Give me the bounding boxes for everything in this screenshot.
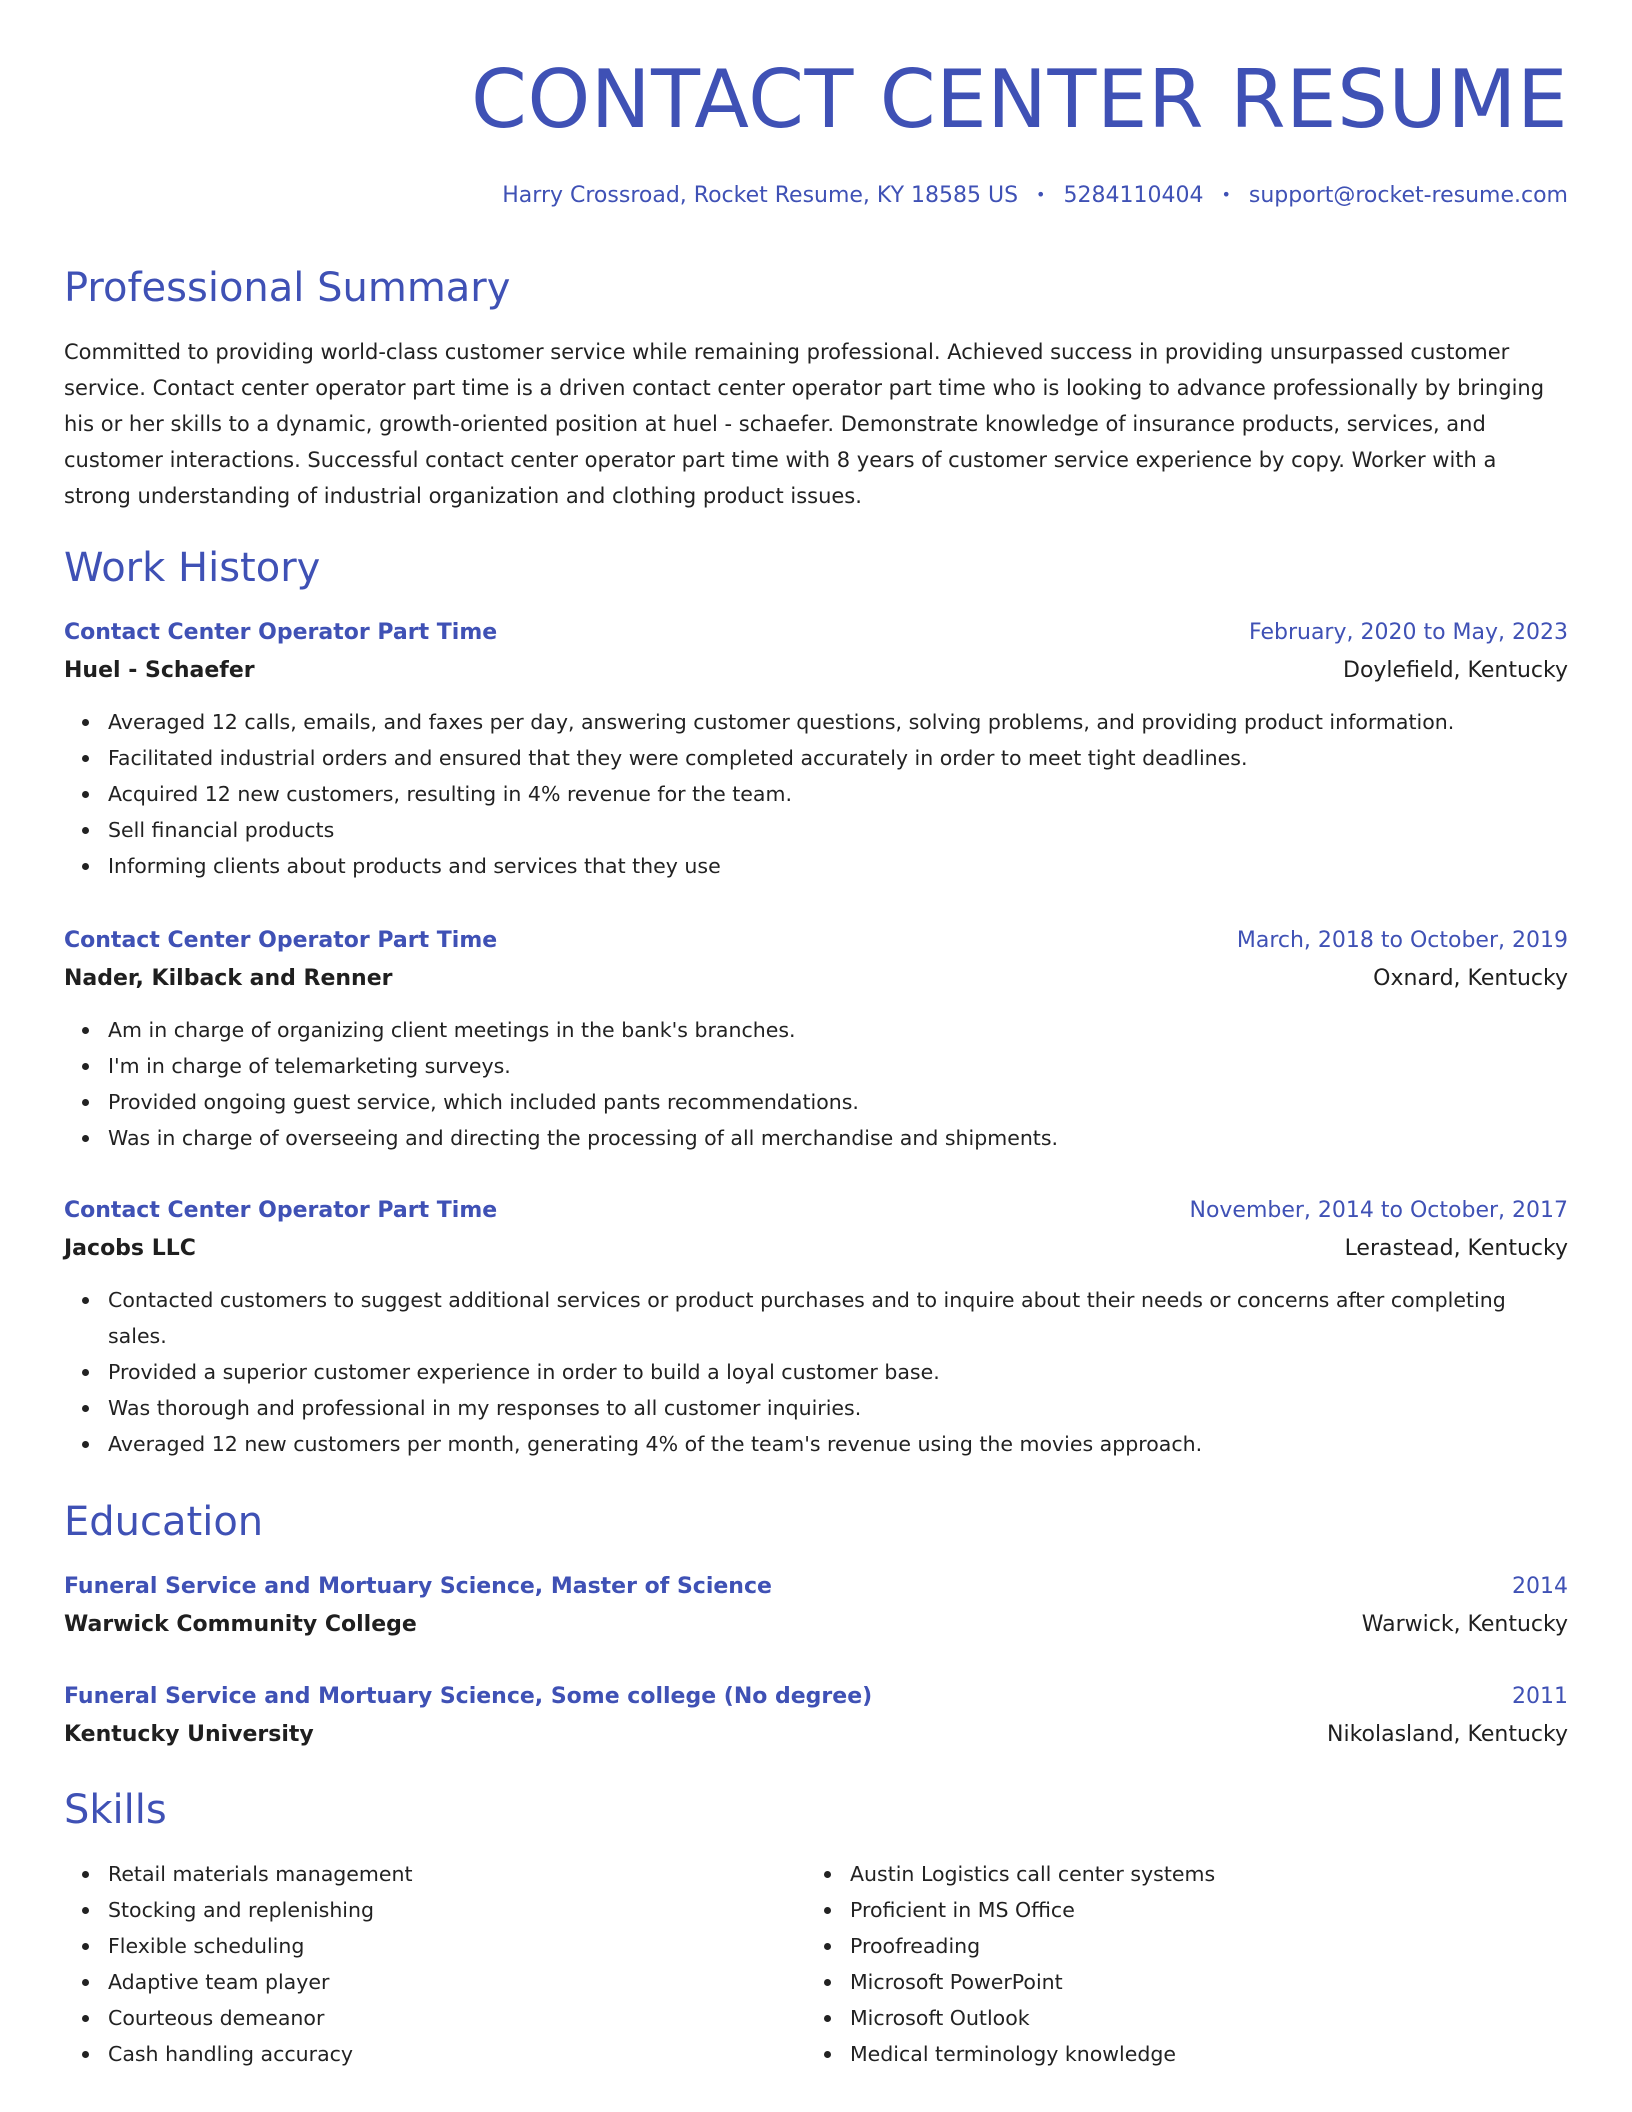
job-dates: March, 2018 to October, 2019	[1236, 928, 1568, 953]
education-degree: Funeral Service and Mortuary Science, Master of Science	[64, 1574, 772, 1599]
contact-line	[502, 180, 1568, 211]
job-bullet: Sell financial products	[108, 812, 1568, 848]
job-location: Doylefield, Kentucky	[1343, 658, 1568, 683]
job-role: Contact Center Operator Part Time	[64, 928, 498, 953]
separator-dot: •	[1221, 185, 1231, 204]
skill-item: Cash handling accuracy	[108, 2036, 808, 2072]
job-bullet: Averaged 12 new customers per month, generating 4% of the team's revenue using the movies approach.	[108, 1426, 1568, 1462]
job-dates: November, 2014 to October, 2017	[1189, 1198, 1568, 1223]
job-entry	[64, 924, 1568, 1156]
skill-item: Flexible scheduling	[108, 1928, 808, 1964]
education-degree: Funeral Service and Mortuary Science, Some college (No degree)	[64, 1684, 873, 1709]
job-bullet: Acquired 12 new customers, resulting in 4% revenue for the team.	[108, 776, 1568, 812]
job-bullets	[64, 704, 1568, 884]
job-dates: February, 2020 to May, 2023	[1249, 620, 1568, 645]
job-bullet: I'm in charge of telemarketing surveys.	[108, 1048, 1568, 1084]
contact-phone: 5284110404	[1063, 183, 1204, 208]
skill-item: Adaptive team player	[108, 1964, 808, 2000]
education-entry	[64, 1680, 1568, 1756]
job-company: Huel - Schaefer	[64, 658, 255, 683]
education-school: Warwick Community College	[64, 1612, 417, 1637]
summary-text: Committed to providing world-class customer service while remaining professional. Achieved success in providing unsurpassed customer service. Contact center operator part time is a driven contact center operator part time who is looking to advance professionally by bringing his or her skills to a dynamic, growth-oriented position at huel - schaefer. Demonstrate knowledge of insurance products, services, and customer interactions. Successful contact center operator part time with 8 years of customer service experience by copy. Worker with a strong understanding of industrial organization and clothing product issues.	[64, 340, 1545, 508]
job-company: Nader, Kilback and Renner	[64, 966, 393, 991]
section-title-education: Education	[64, 1499, 264, 1545]
education-entry	[64, 1570, 1568, 1646]
education-year: 2011	[1512, 1684, 1568, 1709]
skill-item: Austin Logistics call center systems	[850, 1856, 1550, 1892]
job-bullet: Informing clients about products and services that they use	[108, 848, 1568, 884]
education-location: Warwick, Kentucky	[1361, 1612, 1568, 1637]
job-bullet: Averaged 12 calls, emails, and faxes per day, answering customer questions, solving problems, and providing product information.	[108, 704, 1568, 740]
skill-item: Proofreading	[850, 1928, 1550, 1964]
job-location: Lerastead, Kentucky	[1344, 1236, 1568, 1261]
education-year: 2014	[1512, 1574, 1568, 1599]
section-title-summary: Professional Summary	[64, 265, 511, 311]
skill-item: Stocking and replenishing	[108, 1892, 808, 1928]
skill-item: Proficient in MS Office	[850, 1892, 1550, 1928]
job-bullet: Contacted customers to suggest additional services or product purchases and to inquire about their needs or concerns after completing sales.	[108, 1282, 1568, 1354]
contact-address: Harry Crossroad, Rocket Resume, KY 18585 US	[502, 183, 1019, 208]
job-entry	[64, 1194, 1568, 1462]
separator-dot: •	[1036, 185, 1046, 204]
skills-column-left	[64, 1856, 808, 2072]
skills-column-right	[806, 1856, 1550, 2072]
job-bullets	[64, 1282, 1568, 1462]
skill-item: Courteous demeanor	[108, 2000, 808, 2036]
resume-title: CONTACT CENTER RESUME	[470, 53, 1568, 146]
job-bullet: Was in charge of overseeing and directing the processing of all merchandise and shipments.	[108, 1120, 1568, 1156]
section-title-work-history: Work History	[64, 545, 321, 591]
skill-item: Medical terminology knowledge	[850, 2036, 1550, 2072]
education-location: Nikolasland, Kentucky	[1327, 1722, 1568, 1747]
section-title-skills: Skills	[64, 1787, 167, 1833]
education-school: Kentucky University	[64, 1722, 314, 1747]
job-role: Contact Center Operator Part Time	[64, 1198, 498, 1223]
job-role: Contact Center Operator Part Time	[64, 620, 498, 645]
job-bullet: Am in charge of organizing client meetings in the bank's branches.	[108, 1012, 1568, 1048]
job-location: Oxnard, Kentucky	[1373, 966, 1568, 991]
job-bullet: Facilitated industrial orders and ensured that they were completed accurately in order to meet tight deadlines.	[108, 740, 1568, 776]
job-bullet: Provided a superior customer experience in order to build a loyal customer base.	[108, 1354, 1568, 1390]
skill-item: Retail materials management	[108, 1856, 808, 1892]
job-bullets	[64, 1012, 1568, 1156]
skill-item: Microsoft PowerPoint	[850, 1964, 1550, 2000]
job-bullet: Provided ongoing guest service, which included pants recommendations.	[108, 1084, 1568, 1120]
job-company: Jacobs LLC	[64, 1236, 196, 1261]
job-bullet: Was thorough and professional in my responses to all customer inquiries.	[108, 1390, 1568, 1426]
contact-email: support@rocket-resume.com	[1248, 183, 1568, 208]
job-entry	[64, 616, 1568, 884]
skill-item: Microsoft Outlook	[850, 2000, 1550, 2036]
